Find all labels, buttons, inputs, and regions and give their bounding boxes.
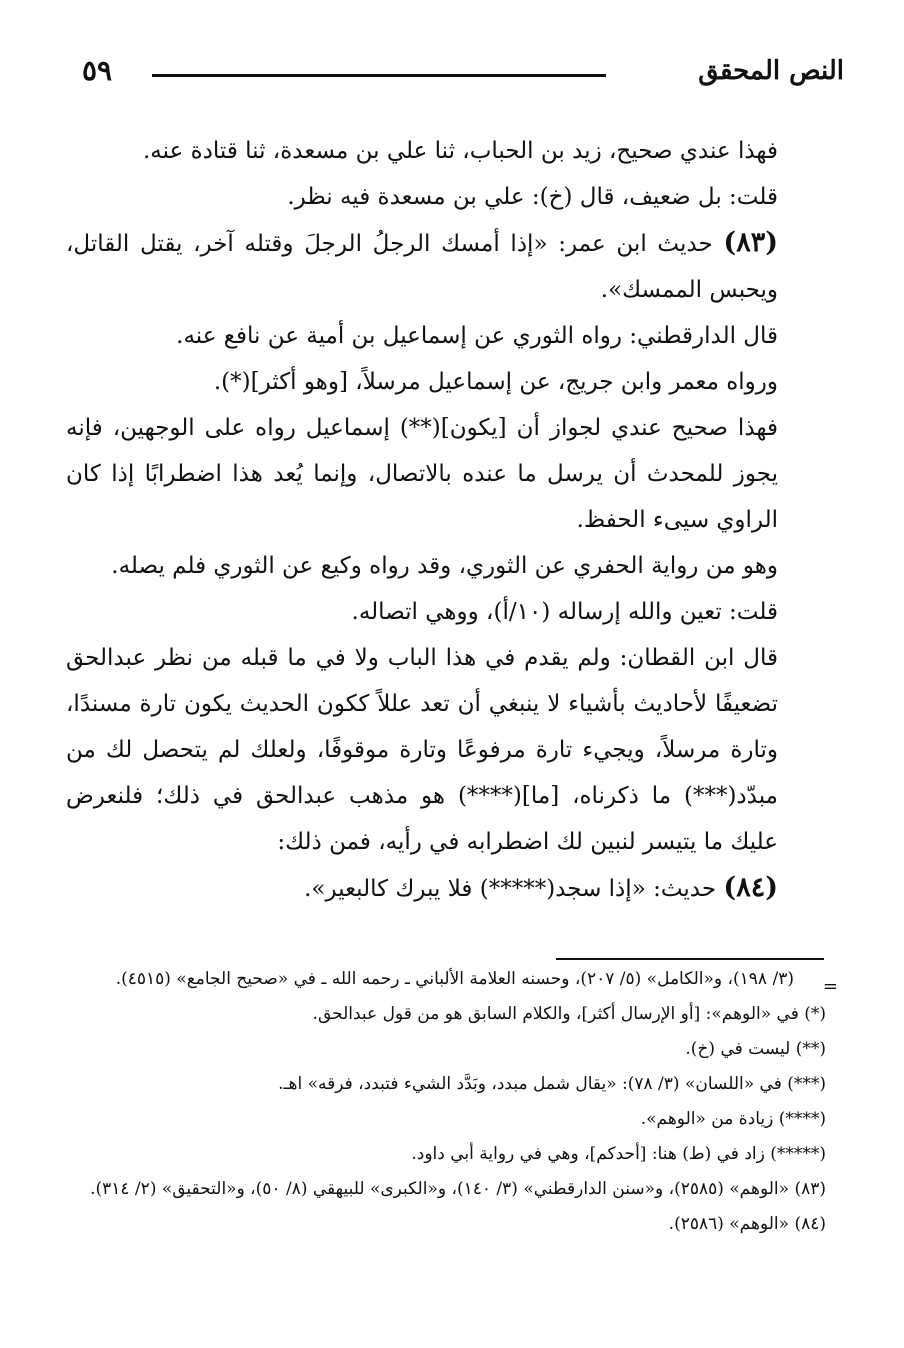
footnote: (٨٤) «الوهم» (٢٥٨٦). <box>668 1214 826 1234</box>
paragraph: فهذا صحيح عندي لجواز أن [يكون](**) إسماعيل رواه على الوجهين، فإنه يجوز للمحدث أن يرسل ما عنده بالاتصال، وإنما يُعد هذا اضطرابًا إذا كان الراوي سيىء الحفظ. <box>66 415 778 533</box>
paragraph: قلت: بل ضعيف، قال (خ): علي بن مسعدة فيه نظر. <box>287 184 778 210</box>
page-header <box>60 56 844 96</box>
hadith-entry-84 <box>66 865 838 912</box>
entry-text: حديث ابن عمر: «إذا أمسك الرجلُ الرجلَ وقتله آخر، يقتل القاتل، ويحبس الممسك». <box>66 231 778 303</box>
entry-number: (٨٤) <box>723 872 778 903</box>
footnote: (**) ليست في (خ). <box>685 1039 826 1059</box>
entry-text: حديث: «إذا سجد(*****) فلا يبرك كالبعير». <box>304 876 724 902</box>
paragraph: فهذا عندي صحيح، زيد بن الحباب، ثنا علي بن مسعدة، ثنا قتادة عنه. <box>142 138 778 164</box>
paragraph: قلت: تعين والله إرساله (١٠/أ)، ووهي اتصاله. <box>351 599 778 625</box>
footnote-separator <box>556 958 824 960</box>
continuation-mark: = <box>822 976 838 997</box>
paragraph: قال الدارقطني: رواه الثوري عن إسماعيل بن أمية عن نافع عنه. <box>176 323 778 349</box>
paragraph: قال ابن القطان: ولم يقدم في هذا الباب ولا في ما قبله من نظر عبدالحق تضعيفًا لأحاديث بأشياء لا ينبغي أن تعد عللاً ككون الحديث يكون تارة مسندًا، وتارة مرسلاً، ويجيء تارة مرفوعًا وتارة موقوفًا، ولعلك لم يتحصل لك من مبدّد(***) ما ذكرناه، [ما](****) هو مذهب عبدالحق في ذلك؛ فلنعرض عليك ما يتيسر لنبين لك اضطرابه في رأيه، فمن ذلك: <box>66 645 778 855</box>
paragraph: وهو من رواية الحفري عن الثوري، وقد رواه وكيع عن الثوري فلم يصله. <box>111 553 778 579</box>
footnote: (*) في «الوهم»: [أو الإرسال أكثر]، والكلام السابق هو من قول عبدالحق. <box>312 1004 826 1024</box>
main-text <box>66 128 838 912</box>
footnote: (٣/ ١٩٨)، و«الكامل» (٥/ ٢٠٧)، وحسنه العلامة الألباني ـ رحمه الله ـ في «صحيح الجامع» (٤٥١٥). <box>115 969 794 989</box>
footnote: (*****) زاد في (ط) هنا: [أحدكم]، وهي في رواية أبي داود. <box>411 1144 826 1164</box>
paragraph: ورواه معمر وابن جريج، عن إسماعيل مرسلاً، [وهو أكثر](*). <box>213 369 778 395</box>
running-title: النص المحقق <box>698 56 844 86</box>
header-rule <box>152 74 606 77</box>
footnote: (****) زيادة من «الوهم». <box>640 1109 826 1129</box>
hadith-entry-83 <box>66 220 838 313</box>
entry-number: (٨٣) <box>723 227 778 258</box>
footnote: (***) في «اللسان» (٣/ ٧٨): «يقال شمل مبدد، وبَدَّد الشيء فتبدد، فرقه» اهـ. <box>278 1074 826 1094</box>
footnote: (٨٣) «الوهم» (٢٥٨٥)، و«سنن الدارقطني» (٣/ ١٤٠)، و«الكبرى» للبيهقي (٨/ ٥٠)، و«التحقيق» (٢/ ٣١٤). <box>90 1179 826 1199</box>
page-number: ٥٩ <box>82 54 113 87</box>
footnotes <box>56 962 826 1242</box>
